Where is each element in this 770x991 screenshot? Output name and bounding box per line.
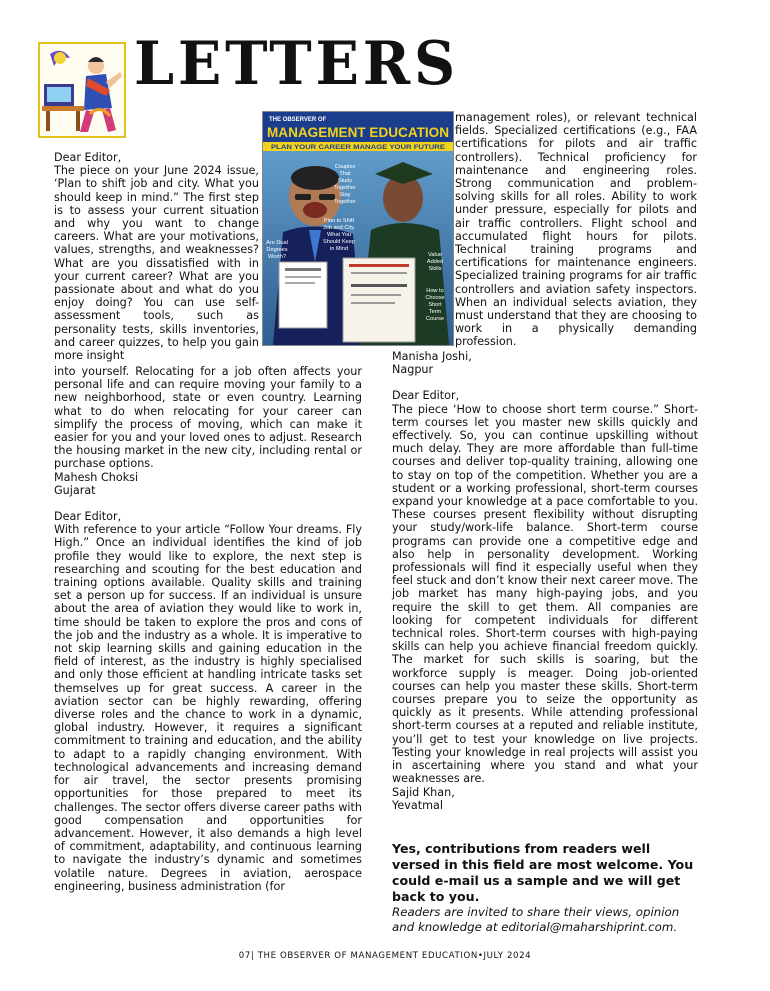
cover-headline-line: Together (334, 199, 356, 205)
cover-headline-line: in Mind (329, 246, 349, 252)
cover-headline-line: Term (428, 309, 442, 315)
cover-headline-line: Skills (428, 266, 442, 272)
contributions-note: Yes, contributions from readers well versed in this field are most welcome. You could e-mail us a sample and we will get back to you. (392, 841, 694, 904)
page-footer: 07| THE OBSERVER OF MANAGEMENT EDUCATION•JULY 2024 (238, 951, 532, 961)
signature-name: Sajid Khan, (392, 785, 455, 799)
cover-headline-line: Together (334, 185, 356, 191)
page-title: LETTERS (134, 29, 459, 99)
cover-headline-line: Worth? (268, 254, 286, 260)
cover-headline-line: Couples (334, 164, 356, 170)
clipart-person-at-desk-icon (40, 44, 124, 136)
salutation: Dear Editor, (54, 510, 122, 524)
cover-masthead-top: THE OBSERVER OF (269, 117, 327, 123)
signature-name: Mahesh Choksi (54, 470, 139, 484)
readers-note: Readers are invited to share their views, opinion and knowledge at editorial@maharshiprint.com. (392, 905, 680, 934)
salutation: Dear Editor, (54, 151, 122, 164)
cover-headline-line: Are Dual (266, 240, 288, 246)
letter-column-left-top (54, 151, 259, 362)
cover-headline-line: Course (425, 316, 445, 322)
letter-body: The piece on your June 2024 issue, ‘Plan to shift job and city. What you should keep in mind.” The first step is to assess your current situation and why you want to change careers. What are your motivations, values, strengths, and weaknesses? What are you dissatisfied with in your current career? What are you passionate about and what do you enjoy doing? You can use self-assessment tools, such as personality tests, skills inventories, and career quizzes, to help you gain more insight (54, 164, 259, 363)
cover-headline-line: Should Keep (322, 239, 356, 245)
magazine-cover (262, 111, 454, 346)
cover-headline-line: Plan to Shift (323, 218, 355, 224)
svg-text:Are DualDegreesWorth? (266, 240, 288, 260)
cover-headline-line: Added (426, 259, 444, 265)
svg-text:ValueAddedSkills (427, 252, 443, 272)
signature-place: Nagpur (392, 363, 434, 377)
letter-body: The piece ‘How to choose short term course.” Short-term courses let you master new skills quickly and effectively. So, you can continue upskilling without much delay. They are more affordable than full-time courses and deliver top-quality training, allowing one to stay on top of the competition. Whether you are a student or a working professional, short-term courses expand your knowledge at a pace comfortable to you. These courses present flexibility without disrupting your study/work-life balance. Short-term course programs can provide one a competitive edge and also help in personality development. Working professionals will find it especially useful when they feel stuck and don’t know their next career move. The job market has many high-paying jobs, and you require the skill to get them. All companies are looking for competent individuals for different technical roles. Short-term courses with high-paying skills can help you achieve financial freedom quickly. The market for such skills is soaring, but the workforce supply is meager. Doing job-oriented courses can help you master these skills. Short-term courses prepare you to seize the opportunity as quickly as it presents. While attending professional short-term courses at a reputed and reliable institute, you’ll get to test your knowledge on live projects. Testing your knowledge in real projects will assist you in ascertaining where you stand and what your weaknesses are. (392, 402, 698, 786)
cover-headline-line: That (339, 171, 351, 177)
cover-headline-line: Degrees (266, 247, 288, 253)
signature-name: Manisha Joshi, (392, 350, 472, 363)
letter-column-left-bottom (54, 365, 362, 893)
cover-headline-line: Value (428, 252, 442, 258)
cover-headline-line: Stay (339, 192, 351, 198)
salutation: Dear Editor, (392, 389, 460, 403)
cover-headline-line: How to (426, 288, 444, 294)
cover-headline-line: Short (428, 302, 442, 308)
cover-headline-line: Study (337, 178, 353, 184)
signature-place: Yevatmal (392, 798, 443, 812)
cover-headline-line: What You (327, 232, 351, 238)
signature-place: Gujarat (54, 483, 96, 497)
logo (38, 42, 126, 138)
cover-headline-line: Choose (425, 295, 445, 301)
cover-headline-line: Job and City. (322, 225, 356, 231)
cover-illustration (263, 112, 453, 345)
cover-tagline: PLAN YOUR CAREER MANAGE YOUR FUTURE (271, 145, 445, 151)
letter-body: management roles), or relevant technical fields. Specialized certifications (e.g., FAA certifications for pilots and air traffic controllers). Technical proficiency for maintenance and engineering roles. Strong communication and problem-solving skills for all roles. Ability to work under pressure, especially for pilots and air traffic controllers. Flight school and accumulated flight hours for pilots. Technical training programs and certifications for maintenance engineers. Specialized training programs for air traffic controllers and aviation safety inspectors. When an individual selects aviation, they must understand that they are choosing to work in a physically demanding profession. (455, 111, 697, 349)
letter-body: into yourself. Relocating for a job often affects your personal life and can require moving your family to a new neighborhood, state or even country. Learning what to do when relocating for your career can simplify the process of moving, which can make it easier for you and your loved ones to adjust. Research the housing market in the new city, including rental or purchase options. (54, 365, 362, 471)
letter-body: With reference to your article “Follow Your dreams. Fly High.” Once an individual identifies the kind of job profile they would like to explore, the next step is researching and scouting for the best education and training options available. Quality skills and training set a person up for success. If an individual is unsure about the area of aviation they would like to work in, time should be taken to explore the pros and cons of the job and the industry as a whole. It is imperative to not skip learning skills and gaining education in the field of interest, as the industry is highly specialised and only those efficient at handling intricate tasks set themselves up for great success. A career in the aviation sector can be highly rewarding, offering diverse roles and the chance to work in a dynamic, global industry. However, it requires a significant commitment to training and education, and the ability to adapt to a rapidly changing environment. With technological advancements and increasing demand for air travel, the sector presents promising opportunities for those prepared to meet its challenges. The sector offers diverse career paths with good compensation and opportunities for advancement. However, it also demands a high level of commitment, adaptability, and continuous learning to navigate the industry’s dynamic and sometimes volatile nature. Degrees in aviation, aerospace engineering, business administration (for (54, 523, 362, 893)
letter-column-right-top (455, 111, 697, 349)
cover-masthead: MANAGEMENT EDUCATION (267, 125, 449, 140)
letter-column-right-bottom (392, 350, 698, 812)
